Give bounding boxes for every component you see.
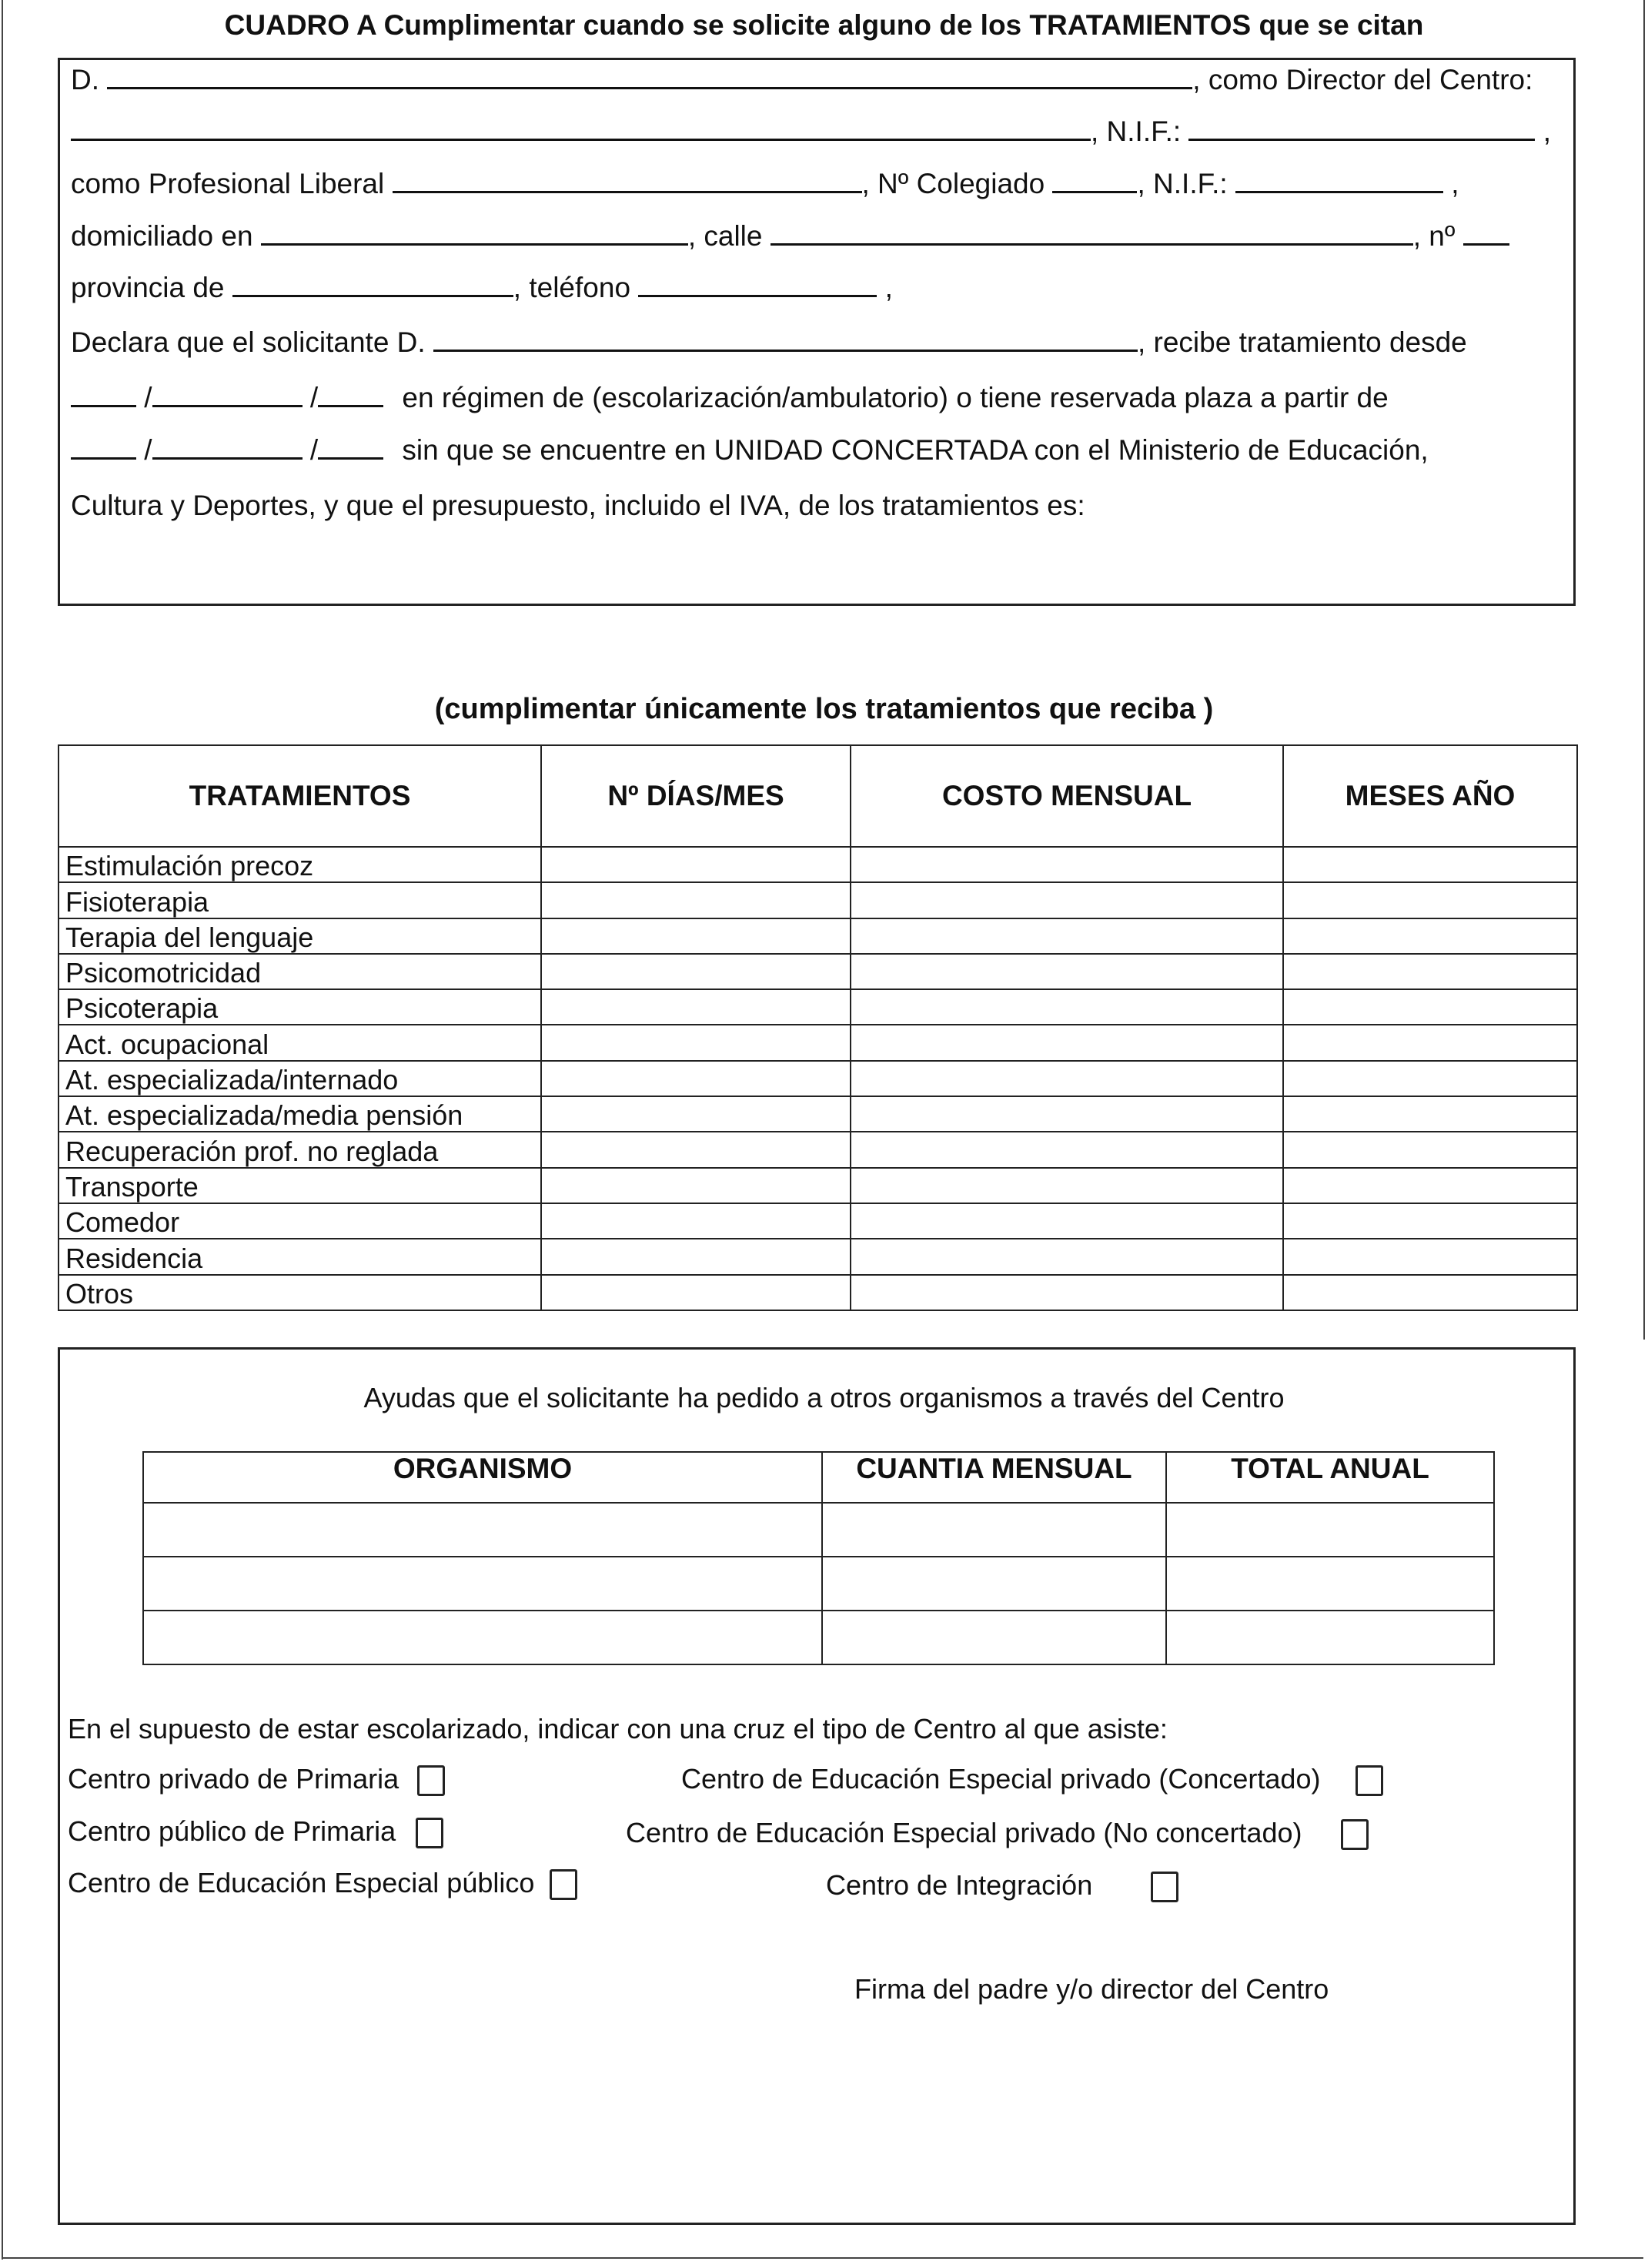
cell-tratamiento: Residencia: [58, 1239, 541, 1274]
cell-meses-anio[interactable]: [1283, 1168, 1577, 1203]
comma: ,: [884, 272, 893, 303]
cell-costo-mensual[interactable]: [851, 1025, 1283, 1060]
field-profesional[interactable]: [393, 168, 862, 193]
checkbox-ee-concertado[interactable]: [1356, 1765, 1383, 1796]
table-row: [58, 954, 1577, 989]
page-border-left: [2, 0, 3, 2260]
firma-area[interactable]: [770, 2017, 1462, 2194]
cell-dias-mes[interactable]: [541, 1096, 851, 1132]
header-total-anual: TOTAL ANUAL: [1166, 1452, 1494, 1503]
cell-costo-mensual[interactable]: [851, 1168, 1283, 1203]
page-border-bottom: [2, 2257, 1643, 2259]
field-domicilio[interactable]: [261, 220, 688, 246]
header-costo-mensual: COSTO MENSUAL: [851, 745, 1283, 847]
slash: /: [144, 434, 152, 466]
option-ee-concertado: [681, 1763, 1383, 1796]
field-nombre-director[interactable]: [107, 64, 1192, 89]
cell-tratamiento: Act. ocupacional: [58, 1025, 541, 1060]
comma: ,: [1543, 115, 1552, 147]
cell-tratamiento: Fisioterapia: [58, 882, 541, 918]
cell-dias-mes[interactable]: [541, 1203, 851, 1239]
label-regimen: en régimen de (escolarización/ambulatorio) o tiene reservada plaza a partir de: [402, 382, 1389, 413]
header-meses-anio: MESES AÑO: [1283, 745, 1577, 847]
table-row: [58, 1025, 1577, 1060]
cell-meses-anio[interactable]: [1283, 1203, 1577, 1239]
line-cultura: [71, 490, 1085, 522]
cell-meses-anio[interactable]: [1283, 1132, 1577, 1167]
cell-tratamiento: At. especializada/media pensión: [58, 1096, 541, 1132]
ayudas-table: [142, 1451, 1495, 1665]
field-anio-reserva[interactable]: [318, 434, 383, 460]
cell-meses-anio[interactable]: [1283, 882, 1577, 918]
cell-costo-mensual[interactable]: [851, 1132, 1283, 1167]
label-cultura: Cultura y Deportes, y que el presupuesto, incluido el IVA, de los tratamientos es:: [71, 490, 1085, 521]
cell-meses-anio[interactable]: [1283, 1239, 1577, 1274]
table-row: [58, 1203, 1577, 1239]
centro-intro: En el supuesto de estar escolarizado, indicar con una cruz el tipo de Centro al que asiste:: [68, 1713, 1168, 1744]
field-dia-reserva[interactable]: [71, 434, 136, 460]
tratamientos-table: [58, 744, 1578, 1311]
cell-organismo[interactable]: [143, 1611, 822, 1664]
label-como-director: , como Director del Centro:: [1192, 64, 1533, 95]
cell-cuantia[interactable]: [822, 1503, 1166, 1557]
cell-meses-anio[interactable]: [1283, 989, 1577, 1025]
label-ee-concertado: Centro de Educación Especial privado (Concertado): [681, 1763, 1321, 1795]
cell-cuantia[interactable]: [822, 1557, 1166, 1611]
cell-meses-anio[interactable]: [1283, 1096, 1577, 1132]
cell-dias-mes[interactable]: [541, 1239, 851, 1274]
label-nif-profesional: , N.I.F.:: [1137, 168, 1228, 199]
cuadro-a-title: CUADRO A Cumplimentar cuando se solicite alguno de los TRATAMIENTOS que se citan: [224, 9, 1424, 41]
cell-cuantia[interactable]: [822, 1611, 1166, 1664]
cell-tratamiento: Psicoterapia: [58, 989, 541, 1025]
label-ee-no-concertado: Centro de Educación Especial privado (No concertado): [626, 1817, 1302, 1848]
table-row: [143, 1503, 1494, 1557]
cell-organismo[interactable]: [143, 1557, 822, 1611]
field-nif-centro[interactable]: [1188, 115, 1535, 141]
cell-dias-mes[interactable]: [541, 918, 851, 954]
header-tratamientos: TRATAMIENTOS: [58, 745, 541, 847]
checkbox-publico-primaria[interactable]: [416, 1818, 443, 1848]
tratamientos-header-row: [58, 745, 1577, 847]
field-centro[interactable]: [71, 115, 1091, 141]
cell-tratamiento: At. especializada/internado: [58, 1061, 541, 1096]
field-calle[interactable]: [771, 220, 1413, 246]
cell-meses-anio[interactable]: [1283, 1025, 1577, 1060]
table-row: [143, 1557, 1494, 1611]
ayudas-header-row: [143, 1452, 1494, 1503]
cell-meses-anio[interactable]: [1283, 1061, 1577, 1096]
cell-dias-mes[interactable]: [541, 1025, 851, 1060]
label-telefono: , teléfono: [513, 272, 631, 303]
firma-label: Firma del padre y/o director del Centro: [854, 1973, 1329, 2005]
slash: /: [309, 382, 319, 413]
slash: /: [144, 382, 152, 413]
cell-tratamiento: Comedor: [58, 1203, 541, 1239]
tratamientos-subtitle: (cumplimentar únicamente los tratamientos que reciba ): [434, 693, 1214, 725]
checkbox-privado-primaria[interactable]: [417, 1765, 445, 1796]
label-calle: , calle: [687, 220, 763, 252]
cell-dias-mes[interactable]: [541, 882, 851, 918]
field-colegiado[interactable]: [1052, 168, 1137, 193]
line-director: [71, 64, 1533, 96]
table-row: [58, 1239, 1577, 1274]
table-row: [58, 1096, 1577, 1132]
label-domiciliado: domiciliado en: [71, 220, 253, 252]
cell-meses-anio[interactable]: [1283, 918, 1577, 954]
cell-tratamiento: Otros: [58, 1275, 541, 1310]
label-numero: , nº: [1412, 220, 1456, 252]
table-row: [58, 1061, 1577, 1096]
cell-tratamiento: Transporte: [58, 1168, 541, 1203]
line-solicitante: [71, 326, 1467, 359]
label-privado-primaria: Centro privado de Primaria: [68, 1763, 399, 1795]
field-nif-profesional[interactable]: [1235, 168, 1443, 193]
label-provincia: provincia de: [71, 272, 225, 303]
cell-tratamiento: Terapia del lenguaje: [58, 918, 541, 954]
label-nif: , N.I.F.:: [1091, 115, 1182, 147]
cell-meses-anio[interactable]: [1283, 1275, 1577, 1310]
line-provincia: [71, 272, 893, 304]
checkbox-ee-publico[interactable]: [550, 1869, 577, 1900]
line-profesional: [71, 168, 1459, 200]
cell-tratamiento: Estimulación precoz: [58, 847, 541, 882]
label-ee-publico: Centro de Educación Especial público: [68, 1867, 535, 1898]
cell-costo-mensual[interactable]: [851, 882, 1283, 918]
cell-costo-mensual[interactable]: [851, 989, 1283, 1025]
label-integracion: Centro de Integración: [826, 1869, 1093, 1901]
comma: ,: [1451, 168, 1459, 199]
cell-dias-mes[interactable]: [541, 989, 851, 1025]
cell-costo-mensual[interactable]: [851, 1239, 1283, 1274]
checkbox-ee-no-concertado[interactable]: [1341, 1819, 1369, 1850]
ayudas-title: Ayudas que el solicitante ha pedido a otros organismos a través del Centro: [363, 1382, 1285, 1413]
cell-costo-mensual[interactable]: [851, 1203, 1283, 1239]
cell-dias-mes[interactable]: [541, 847, 851, 882]
option-ee-publico: [68, 1867, 577, 1900]
field-solicitante[interactable]: [433, 326, 1138, 352]
field-mes-desde[interactable]: [152, 382, 303, 407]
label-declara: Declara que el solicitante D.: [71, 326, 426, 358]
header-organismo: ORGANISMO: [143, 1452, 822, 1503]
cell-dias-mes[interactable]: [541, 954, 851, 989]
header-cuantia-mensual: CUANTIA MENSUAL: [822, 1452, 1166, 1503]
cell-meses-anio[interactable]: [1283, 954, 1577, 989]
field-dia-desde[interactable]: [71, 382, 136, 407]
field-numero[interactable]: [1463, 220, 1509, 246]
cell-tratamiento: Recuperación prof. no reglada: [58, 1132, 541, 1167]
cell-costo-mensual[interactable]: [851, 847, 1283, 882]
field-mes-reserva[interactable]: [152, 434, 303, 460]
page-border-right: [1643, 0, 1645, 1340]
line-centro-nif: [71, 115, 1551, 148]
checkbox-integracion[interactable]: [1151, 1872, 1178, 1902]
header-dias-mes: Nº DÍAS/MES: [541, 745, 851, 847]
cell-dias-mes[interactable]: [541, 1168, 851, 1203]
cell-meses-anio[interactable]: [1283, 847, 1577, 882]
label-d: D.: [71, 64, 99, 95]
cell-costo-mensual[interactable]: [851, 918, 1283, 954]
cell-organismo[interactable]: [143, 1503, 822, 1557]
cell-total[interactable]: [1166, 1503, 1494, 1557]
cell-costo-mensual[interactable]: [851, 1061, 1283, 1096]
field-provincia[interactable]: [232, 272, 513, 297]
label-sin-unidad: sin que se encuentre en UNIDAD CONCERTADA con el Ministerio de Educación,: [402, 434, 1429, 466]
table-row: [58, 1275, 1577, 1310]
cell-costo-mensual[interactable]: [851, 1275, 1283, 1310]
cell-dias-mes[interactable]: [541, 1132, 851, 1167]
table-row: [58, 847, 1577, 882]
table-row: [143, 1611, 1494, 1664]
field-telefono[interactable]: [638, 272, 877, 297]
table-row: [58, 882, 1577, 918]
option-privado-primaria: [68, 1763, 445, 1796]
cell-dias-mes[interactable]: [541, 1061, 851, 1096]
table-row: [58, 1168, 1577, 1203]
label-profesional-liberal: como Profesional Liberal: [71, 168, 385, 199]
line-fecha-reserva: [71, 434, 1429, 467]
cell-tratamiento: Psicomotricidad: [58, 954, 541, 989]
field-anio-desde[interactable]: [318, 382, 383, 407]
line-domicilio: [71, 220, 1509, 253]
cell-costo-mensual[interactable]: [851, 1096, 1283, 1132]
line-fecha-desde: [71, 382, 1389, 414]
table-row: [58, 1132, 1577, 1167]
cell-costo-mensual[interactable]: [851, 954, 1283, 989]
table-row: [58, 918, 1577, 954]
cell-total[interactable]: [1166, 1611, 1494, 1664]
cell-dias-mes[interactable]: [541, 1275, 851, 1310]
label-colegiado: , Nº Colegiado: [861, 168, 1045, 199]
label-recibe: , recibe tratamiento desde: [1137, 326, 1467, 358]
option-publico-primaria: [68, 1815, 443, 1848]
slash: /: [309, 434, 319, 466]
label-publico-primaria: Centro público de Primaria: [68, 1815, 396, 1847]
cell-total[interactable]: [1166, 1557, 1494, 1611]
table-row: [58, 989, 1577, 1025]
option-integracion: [826, 1869, 1178, 1902]
option-ee-no-concertado: [626, 1817, 1369, 1850]
